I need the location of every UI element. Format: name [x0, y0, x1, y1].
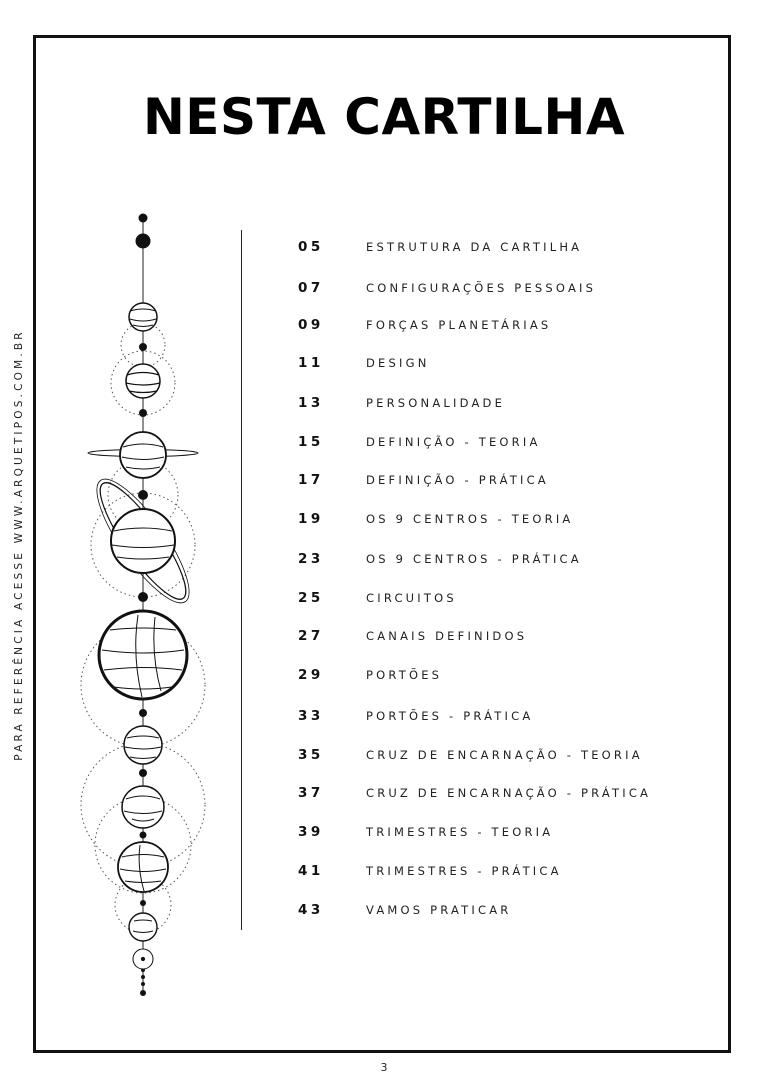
toc-entry [0, 625, 768, 647]
toc-entry-label: DEFINIÇÃO - PRÁTICA [366, 473, 549, 487]
toc-entry [0, 860, 768, 882]
toc-entry [0, 352, 768, 374]
toc-entry-label: TRIMESTRES - TEORIA [366, 825, 554, 839]
toc-entry-label: CRUZ DE ENCARNAÇÃO - PRÁTICA [366, 786, 652, 800]
toc-entry [0, 508, 768, 530]
toc-entry [0, 705, 768, 727]
toc-page-number: 09 [298, 317, 324, 333]
toc-entry [0, 277, 768, 299]
toc-entry-label: CANAIS DEFINIDOS [366, 629, 528, 643]
toc-page-number: 35 [298, 747, 324, 763]
toc-page-number: 15 [298, 434, 324, 450]
toc-entry-label: FORÇAS PLANETÁRIAS [366, 318, 552, 332]
toc-entry [0, 664, 768, 686]
toc-entry-label: PORTÕES [366, 668, 443, 682]
toc-entry-label: ESTRUTURA DA CARTILHA [366, 240, 583, 254]
toc-entry [0, 392, 768, 414]
toc-page-number: 39 [298, 824, 324, 840]
toc-entry [0, 744, 768, 766]
toc-page-number: 43 [298, 902, 324, 918]
toc-entry [0, 431, 768, 453]
toc-entry [0, 782, 768, 804]
toc-entry-label: TRIMESTRES - PRÁTICA [366, 864, 562, 878]
page-title: NESTA CARTILHA [142, 88, 626, 146]
toc-page-number: 05 [298, 239, 324, 255]
toc-entry-label: CIRCUITOS [366, 591, 457, 605]
toc-entry-label: OS 9 CENTROS - PRÁTICA [366, 552, 582, 566]
toc-entry-label: DESIGN [366, 356, 430, 370]
page-number: 3 [380, 1061, 388, 1074]
toc-entry [0, 587, 768, 609]
toc-entry-label: CONFIGURAÇÕES PESSOAIS [366, 281, 597, 295]
toc-page-number: 23 [298, 551, 324, 567]
toc-page-number: 27 [298, 628, 324, 644]
toc-page-number: 19 [298, 511, 324, 527]
toc-entry [0, 821, 768, 843]
toc-page-number: 17 [298, 472, 324, 488]
toc-page-number: 13 [298, 395, 324, 411]
toc-page-number: 07 [298, 280, 324, 296]
toc-entry-label: OS 9 CENTROS - TEORIA [366, 512, 574, 526]
toc-page-number: 33 [298, 708, 324, 724]
toc-entry-label: DEFINIÇÃO - TEORIA [366, 435, 541, 449]
toc-entry [0, 548, 768, 570]
toc-page-number: 25 [298, 590, 324, 606]
toc-entry [0, 899, 768, 921]
toc-page-number: 11 [298, 355, 324, 371]
toc-entry [0, 314, 768, 336]
toc-entry-label: VAMOS PRATICAR [366, 903, 512, 917]
reference-note: PARA REFERÊNCIA ACESSE WWW.ARQUETIPOS.COM.BR [13, 329, 25, 761]
toc-page-number: 41 [298, 863, 324, 879]
toc-page-number: 29 [298, 667, 324, 683]
toc-page-number: 37 [298, 785, 324, 801]
toc-entry-label: CRUZ DE ENCARNAÇÃO - TEORIA [366, 748, 643, 762]
toc-entry-label: PORTÕES - PRÁTICA [366, 709, 534, 723]
toc-entry-label: PERSONALIDADE [366, 396, 506, 410]
toc-entry [0, 469, 768, 491]
toc-entry [0, 236, 768, 258]
